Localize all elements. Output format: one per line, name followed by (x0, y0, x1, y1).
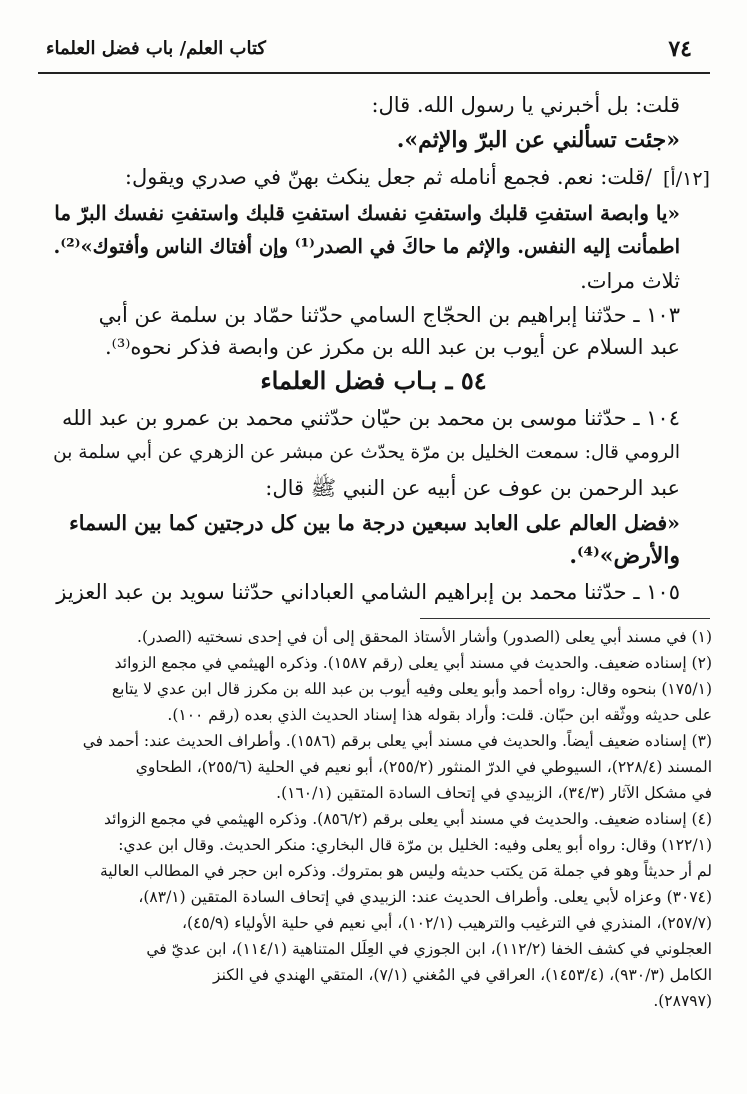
hadith-104-line: ١٠٤ ـ حدّثنا موسى بن محمد بن حيّان حدّثني محمد بن عمرو بن عبد الله (61, 406, 680, 430)
hadith-104-quote: «فضل العالم على العابد سبعين درجة ما بين كل درجتين كما بين السماء (69, 511, 680, 535)
footnote-line: (١٢٢/١) وقال: رواه أبو يعلى وفيه: الخليل بن مرّة قال البخاري: منكر الحديث. وقال ابن عدي: (118, 836, 712, 854)
footnote-line: في مشكل الآثار (٣٤/٣)، الزبيدي في إتحاف السادة المتقين (١٦٠/١). (276, 784, 712, 802)
body-line: اطمأنت إليه النفس. والإثم ما حاكَ في الصدر⁽¹⁾ وإن أفتاك الناس وأفتوك»⁽²⁾. (53, 235, 680, 258)
footnote-line: (٢٥٧/٧)، المنذري في الترغيب والترهيب (١٠٢/١)، أبي نعيم في حلية الأولياء (٤٥/٩)، (181, 914, 712, 932)
hadith-104-quote: والأرض»⁽⁴⁾. (569, 543, 680, 569)
footnote-line: (٣) إسناده ضعيف أيضاً. والحديث في مسند أبي يعلى برقم (١٥٨٦). وأطراف الحديث عند: أحمد في (82, 732, 712, 750)
footnote-line: (٤) إسناده ضعيف. والحديث في مسند أبي يعلى برقم (٨٥٦/٢). وذكره الهيثمي في مجمع الزوائد (104, 810, 712, 828)
footnote-line: المسند (٢٢٨/٤)، السيوطي في الدرّ المنثور (٢٥٥/٢)، أبو نعيم في الحلية (٢٥٥/٦)، الطحاوي (135, 758, 712, 776)
footnote-line: الكامل (٩٣٠/٣)، (١٤٥٣/٤)، العراقي في المُغني (٧/١)، المتقي الهندي في الكنز (213, 966, 712, 984)
hadith-104-line: عبد الرحمن بن عوف عن أبيه عن النبي ﷺ قال: (265, 476, 680, 500)
body-line: «يا وابصة استفتِ قلبك واستفتِ نفسك استفتِ قلبك واستفتِ نفسك البرّ ما (54, 201, 680, 225)
chapter-title: كتاب العلم/ باب فضل العلماء (46, 38, 266, 59)
hadith-104-line: الرومي قال: سمعت الخليل بن مرّة يحدّث عن مبشر عن الزهري عن أبي سلمة بن (53, 442, 680, 463)
hadith-103-line: ١٠٣ ـ حدّثنا إبراهيم بن الحجّاج السامي حدّثنا حمّاد بن سلمة عن أبي (98, 303, 680, 327)
footnote-separator (420, 618, 710, 619)
footnote-line: (١٧٥/١) بنحوه وقال: رواه أحمد وأبو يعلى وفيه أيوب بن عبد الله بن مكرز قال ابن عدي لا يتابع (111, 680, 712, 698)
body-line: ثلاث مرات. (580, 269, 680, 293)
footnote-line: (١) في مسند أبي يعلى (الصدور) وأشار الأستاذ المحقق إلى أن في إحدى نسختيه (الصدر). (137, 628, 712, 646)
running-header (38, 34, 710, 70)
margin-folio-reference: [١٢/أ] (663, 168, 710, 190)
hadith-105-line: ١٠٥ ـ حدّثنا محمد بن إبراهيم الشامي العباداني حدّثنا سويد بن عبد العزيز (56, 580, 680, 604)
page-number: ٧٤ (668, 36, 692, 62)
hadith-103-line: عبد السلام عن أيوب بن عبد الله بن مكرز عن وابصة فذكر نحوه⁽³⁾. (104, 335, 680, 359)
footnote-line: (٣٠٧٤) وعزاه لأبي يعلى. وأطراف الحديث عند: الزبيدي في إتحاف السادة المتقين (٨٣/١)، (138, 888, 712, 906)
footnote-line: على حديثه ووثّقه ابن حبّان. قلت: وأراد بقوله هذا إسناد الحديث الذي بعده (رقم ١٠٠). (167, 706, 712, 724)
footnote-line: (٢) إسناده ضعيف. والحديث في مسند أبي يعلى (رقم ١٥٨٧). وذكره الهيثمي في مجمع الزوائد (114, 654, 712, 672)
body-line: قلت: بل أخبرني يا رسول الله. قال: (371, 93, 680, 117)
section-heading: ٥٤ ـ بـاب فضل العلماء (260, 366, 487, 395)
body-line: «جئت تسألني عن البرّ والإثم». (396, 127, 680, 153)
footnote-line: (٢٨٧٩٧). (653, 992, 712, 1010)
footnote-line: العجلوني في كشف الخفا (١١٢/٢)، ابن الجوزي في العِلَل المتناهية (١١٤/١)، ابن عديّ في (146, 940, 712, 958)
body-line: /قلت: نعم. فجمع أنامله ثم جعل ينكث بهنّ في صدري ويقول: (124, 165, 652, 189)
footnote-line: لم أر حديثاً وهو في جملة مَن يكتب حديثه وليس هو بمتروك. وذكره ابن حجر في المطالب العالية (99, 862, 712, 880)
header-rule (38, 72, 710, 74)
